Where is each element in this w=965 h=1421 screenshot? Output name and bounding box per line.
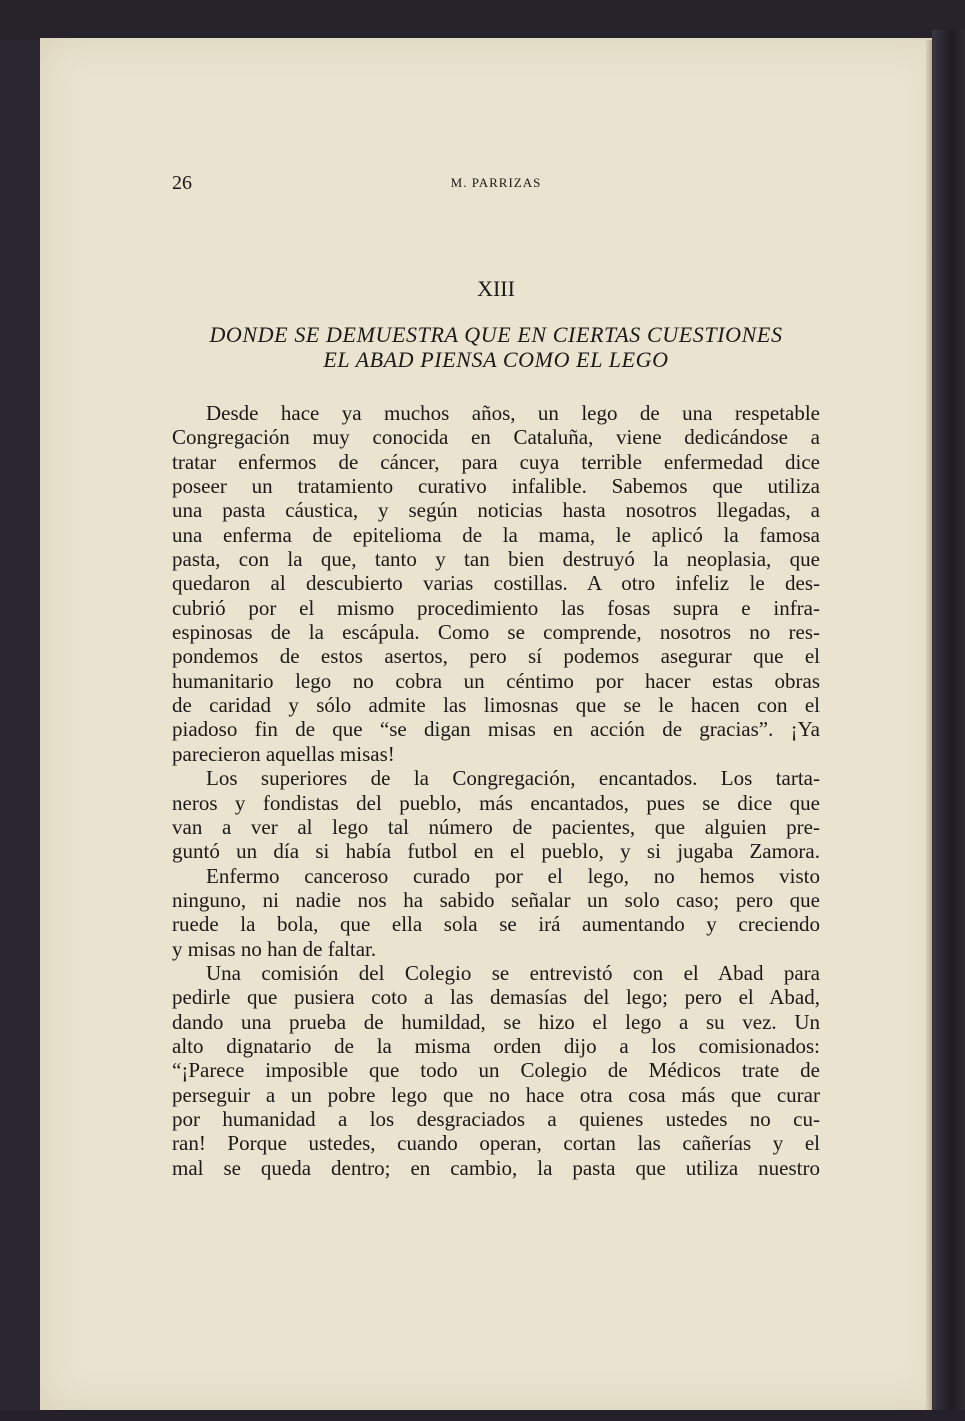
text-line: ran! Porque ustedes, cuando operan, cortan las cañerías y el [172,1131,820,1156]
text-line: de caridad y sólo admite las limosnas que se le hacen con el [172,693,820,718]
text-line: ruede la bola, que ella sola se irá aumentando y creciendo [172,912,820,937]
text-line: Una comisión del Colegio se entrevistó con el Abad para [206,960,820,985]
text-line: quedaron al descubierto varias costillas. A otro infeliz le des- [172,571,820,596]
text-line: pasta, con la que, tanto y tan bien destruyó la neoplasia, que [172,547,820,572]
text-line: van a ver al lego tal número de pacientes, que alguien pre- [172,814,820,839]
text-line: alto dignatario de la misma orden dijo a los comisionados: [172,1033,820,1058]
text-line: pondemos de estos asertos, pero sí podemos asegurar que el [172,644,820,669]
text-line: tratar enfermos de cáncer, para cuya terrible enfermedad dice [172,449,820,474]
text-line: “¡Parece imposible que todo un Colegio de Médicos trate de [172,1058,820,1083]
text-line: piadoso fin de que “se digan misas en acción de gracias”. ¡Ya [172,717,820,742]
text-line: neros y fondistas del pueblo, más encantados, pues se dice que [172,790,820,815]
text-line: mal se queda dentro; en cambio, la pasta que utiliza nuestro [172,1155,820,1180]
text-line: Desde hace ya muchos años, un lego de una respetable [206,401,820,425]
text-line: una enferma de epitelioma de la mama, le aplicó la famosa [172,522,820,547]
text-line: por humanidad a los desgraciados a quienes ustedes no cu- [172,1106,820,1131]
text-line: parecieron aquellas misas! [172,741,395,766]
text-line: Enfermo canceroso curado por el lego, no hemos visto [206,863,820,888]
text-line: espinosas de la escápula. Como se comprende, nosotros no res- [172,620,820,645]
chapter-number: XIII [477,276,515,301]
text-line: dando una prueba de humildad, se hizo el lego a su vez. Un [172,1009,820,1034]
chapter-title-line: DONDE SE DEMUESTRA QUE EN CIERTAS CUESTIONES [209,322,783,347]
text-line: guntó un día si había futbol en el pueblo, y si jugaba Zamora. [172,839,820,864]
text-line: Los superiores de la Congregación, encantados. Los tarta- [206,766,820,791]
book-spine [932,30,965,1421]
text-line: ninguno, ni nadie nos ha sabido señalar un solo caso; pero que [172,887,820,912]
text-line: una pasta cáustica, y según noticias hasta nosotros llegadas, a [172,498,820,523]
text-line: poseer un tratamiento curativo infalible. Sabemos que utiliza [172,474,820,499]
page-number: 26 [172,172,192,194]
text-line: perseguir a un pobre lego que no hace otra cosa más que curar [172,1082,820,1107]
text-line: Congregación muy conocida en Cataluña, viene dedicándose a [172,425,820,450]
scan-background-bottom [0,1410,965,1421]
text-line: humanitario lego no cobra un céntimo por hacer estas obras [172,668,820,693]
chapter-title-line: EL ABAD PIENSA COMO EL LEGO [323,347,669,372]
text-line: pedirle que pusiera coto a las demasías del lego; pero el Abad, [172,985,820,1010]
running-head [172,172,820,196]
body-text [172,401,820,1180]
running-head-author: M. PARRIZAS [450,175,542,190]
scan-background-top [0,0,965,40]
text-line: cubrió por el mismo procedimiento las fosas supra e infra- [172,595,820,620]
chapter-title [172,322,820,372]
text-line: y misas no han de faltar. [172,936,377,961]
